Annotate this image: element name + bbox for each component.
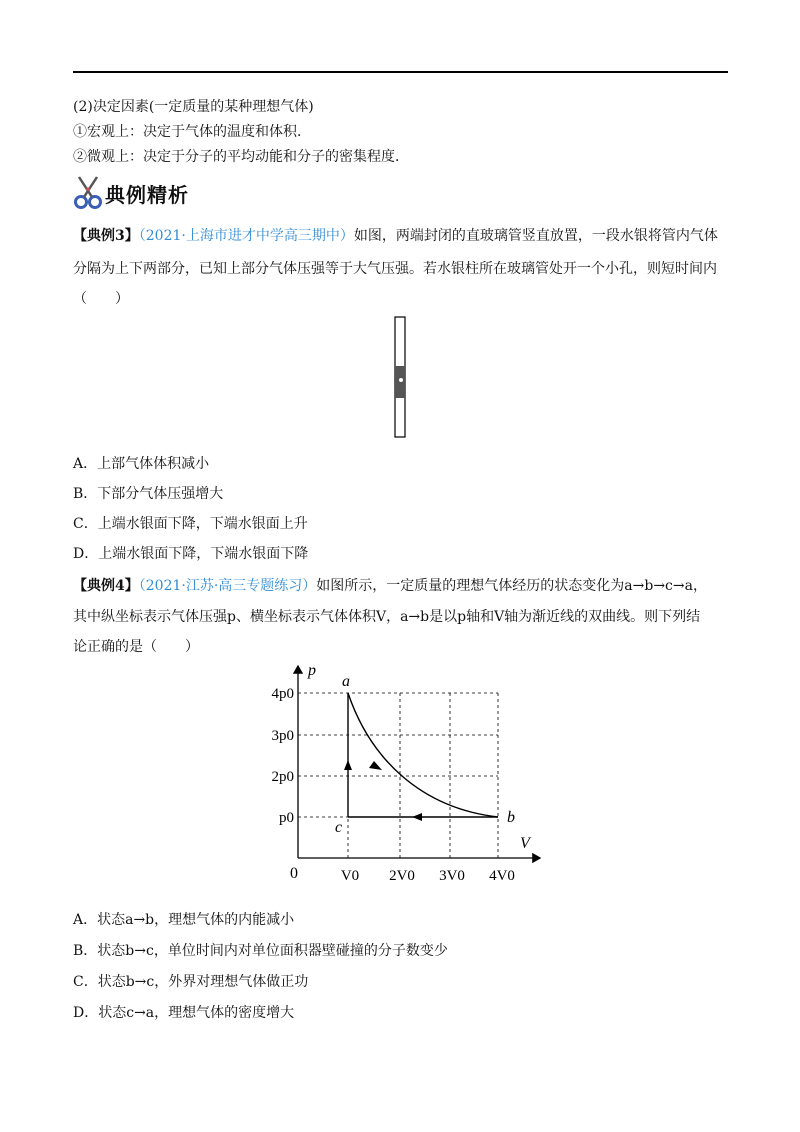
q4-line-2: 其中纵坐标表示气体压强p、横坐标表示气体体积V，a→b是以p轴和V轴为渐近线的双曲线。则下列结: [73, 609, 701, 625]
x-tick-4v0: 4V0: [489, 868, 515, 884]
q3-option-d[interactable]: D．上端水银面下降，下端水银面下降: [73, 546, 309, 562]
x-axis-label: V: [520, 835, 530, 852]
q3-line-2: 分隔为上下两部分，已知上部分气体压强等于大气压强。若水银柱所在玻璃管处开一个小孔，则短时间内: [73, 261, 717, 277]
q4-tag: 【典例4】: [73, 578, 139, 594]
y-tick-3p0: 3p0: [271, 728, 294, 744]
curve-a-to-b: [348, 693, 498, 817]
q4-option-b[interactable]: B．状态b→c，单位时间内对单位面积器壁碰撞的分子数变少: [73, 943, 448, 959]
q3-blank: （ ）: [73, 291, 129, 307]
y-axis-label: p: [308, 662, 316, 679]
small-hole: [399, 378, 403, 382]
point-a-label: a: [342, 673, 350, 690]
y-tick-p0: p0: [279, 810, 294, 826]
intro-line-3: ②微观上：决定于分子的平均动能和分子的密集程度．: [73, 149, 409, 165]
header-rule: [73, 71, 728, 73]
scissors-icon: [73, 172, 105, 210]
q4-line-1: [73, 576, 707, 596]
q3-option-a[interactable]: A．上部气体体积减小: [73, 456, 210, 472]
grid-lines: [298, 693, 498, 858]
origin-label: 0: [290, 865, 298, 882]
point-c-label: c: [335, 819, 343, 836]
x-tick-v0: V0: [340, 868, 360, 884]
y-tick-4p0: 4p0: [271, 686, 294, 702]
y-tick-labels: [272, 686, 295, 826]
x-tick-2v0: 2V0: [389, 868, 415, 884]
glass-tube-figure: [385, 315, 415, 440]
q3-source[interactable]: （2021·上海市进才中学高三期中）: [138, 228, 354, 244]
q3-line-1: [73, 226, 718, 246]
mercury-column: [395, 366, 405, 398]
q4-option-c[interactable]: C．状态b→c，外界对理想气体做正功: [73, 974, 309, 990]
section-logo-text: 典例精析: [105, 183, 189, 207]
section-logo: [73, 172, 203, 212]
q4-option-a[interactable]: A．状态a→b，理想气体的内能减小: [73, 912, 295, 928]
q4-text-1: 如图所示，一定质量的理想气体经历的状态变化为a→b→c→a，: [316, 578, 707, 594]
y-tick-2p0: 2p0: [271, 769, 294, 785]
q3-text-1: 如图，两端封闭的直玻璃管竖直放置，一段水银将管内气体: [353, 228, 718, 244]
q3-option-b[interactable]: B．下部分气体压强增大: [73, 486, 224, 502]
arrow-c-to-a: [344, 760, 352, 770]
pv-graph: [270, 658, 550, 890]
x-tick-3v0: 3V0: [439, 868, 465, 884]
q4-line-3: 论正确的是（ ）: [73, 639, 199, 655]
intro-line-2: ①宏观上：决定于气体的温度和体积．: [73, 124, 311, 140]
q4-option-d[interactable]: D．状态c→a，理想气体的密度增大: [73, 1005, 295, 1021]
intro-line-1: (2)决定因素(一定质量的某种理想气体): [73, 99, 314, 115]
arrow-b-to-c: [412, 813, 422, 821]
point-b-label: b: [507, 809, 515, 826]
x-tick-labels: [341, 868, 515, 884]
q3-option-c[interactable]: C．上端水银面下降，下端水银面上升: [73, 516, 308, 532]
q3-tag: 【典例3】: [73, 228, 139, 244]
q4-source[interactable]: （2021·江苏·高三专题练习）: [138, 578, 317, 594]
arrow-a-to-b: [369, 761, 382, 770]
